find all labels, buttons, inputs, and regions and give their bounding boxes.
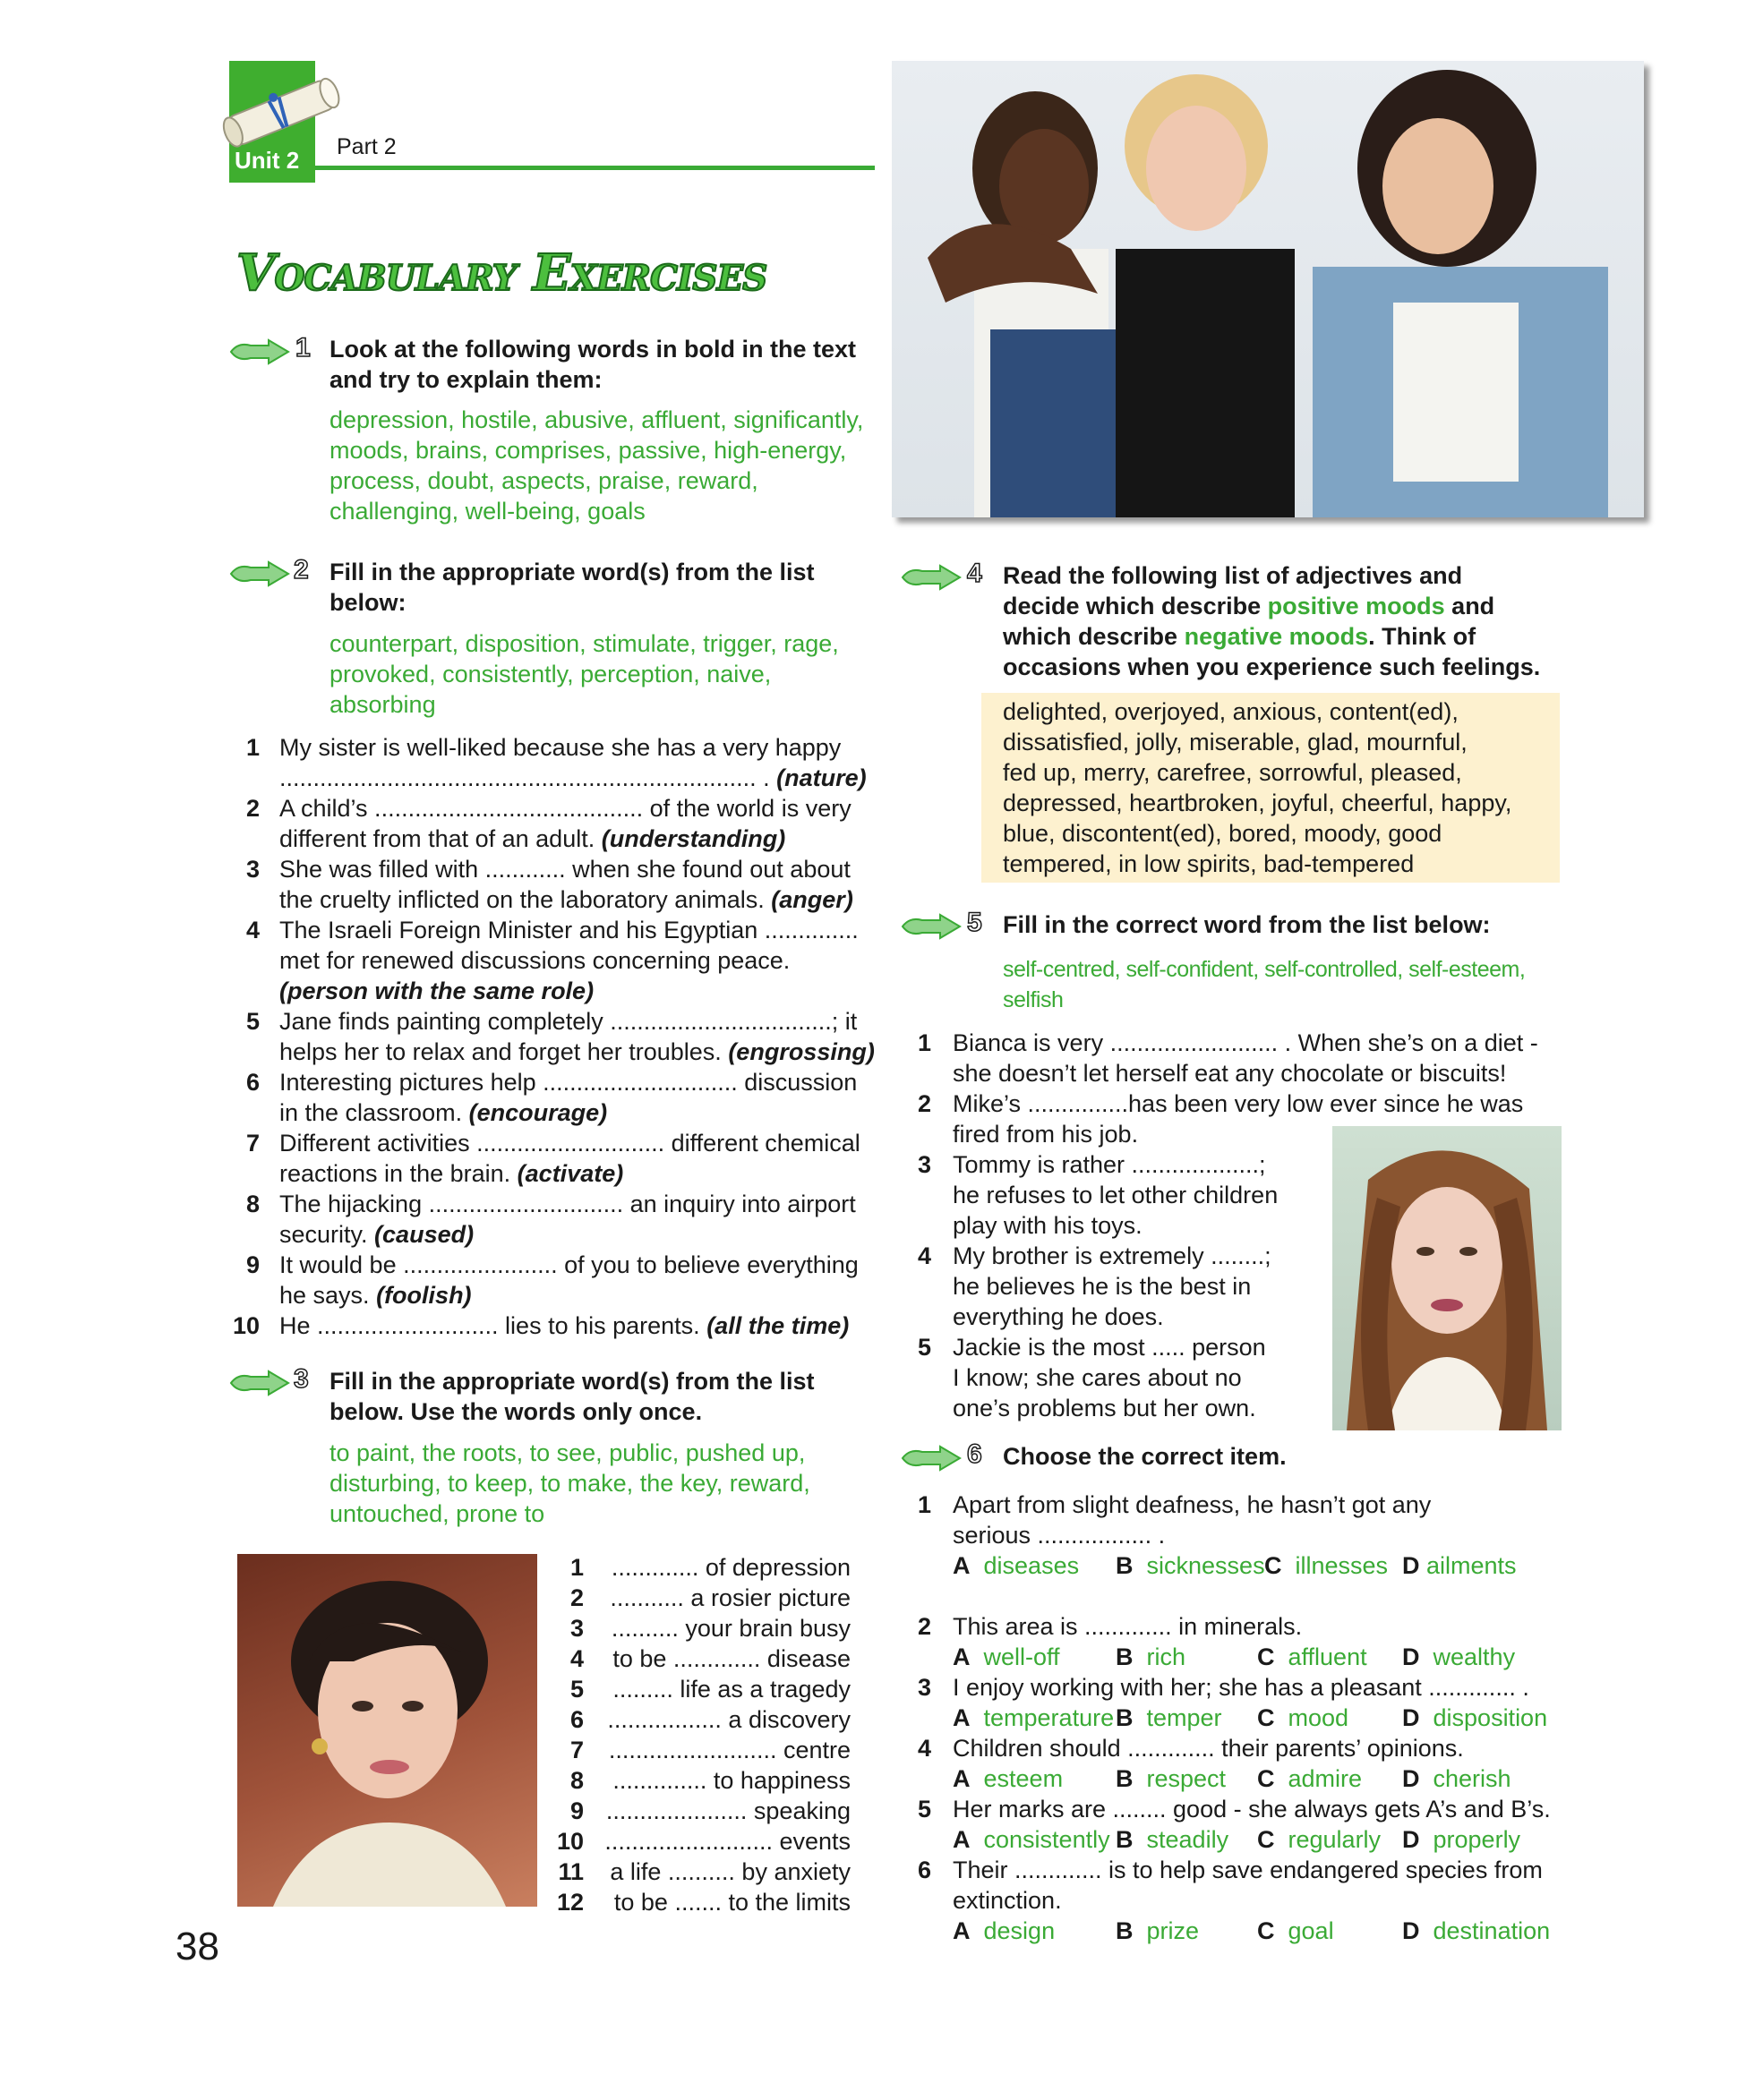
item-hint: (activate) (517, 1160, 624, 1187)
item-line: he refuses to let other children (953, 1182, 1279, 1208)
item-number: 5 (245, 1008, 260, 1035)
list-item (553, 1552, 851, 1583)
option-text: esteem (983, 1765, 1064, 1792)
item-number: 7 (569, 1737, 584, 1763)
item-line: This area is ............. in minerals. (953, 1613, 1303, 1640)
instruction-text: which describe (1003, 623, 1178, 650)
item-number: 1 (917, 1029, 931, 1056)
option-text: disposition (1433, 1704, 1548, 1731)
ex2-word-list (329, 628, 885, 720)
list-item (229, 732, 892, 793)
item-line: I know; she cares about no (953, 1364, 1242, 1391)
option-letter: D (1402, 1643, 1420, 1670)
item-number: 6 (569, 1706, 584, 1733)
question-item (901, 1794, 1581, 1855)
word-line: depression, hostile, abusive, affluent, significantly, (329, 406, 864, 433)
word-line: process, doubt, aspects, praise, reward, (329, 467, 758, 494)
item-number: 2 (569, 1584, 584, 1611)
option-text: temper (1146, 1704, 1222, 1731)
item-line: serious ................. . (953, 1522, 1166, 1549)
item-hint: (encourage) (468, 1099, 608, 1126)
item-line: My sister is well-liked because she has a very happy (279, 734, 842, 761)
exercise-arrow-icon (901, 564, 963, 591)
item-text: to be ....... to the limits (613, 1889, 851, 1916)
option-a[interactable] (953, 1763, 1063, 1794)
item-number: 4 (917, 1735, 931, 1762)
list-item (553, 1674, 851, 1704)
item-number: 3 (917, 1151, 931, 1178)
item-text: a life .......... by anxiety (610, 1858, 851, 1885)
ex3-word-list (329, 1438, 885, 1529)
item-text: in the classroom. (279, 1099, 463, 1126)
option-b[interactable] (1116, 1642, 1185, 1672)
ex2-number: 2 (294, 555, 309, 585)
option-letter: B (1116, 1765, 1134, 1792)
item-line (279, 1219, 892, 1250)
option-text: ailments (1426, 1552, 1517, 1579)
option-b[interactable] (1116, 1763, 1226, 1794)
ex6-number: 6 (967, 1439, 982, 1469)
option-c[interactable] (1257, 1824, 1381, 1855)
list-item (229, 1128, 892, 1189)
option-letter: A (953, 1826, 971, 1853)
item-text: to be ............. disease (612, 1645, 851, 1672)
item-line: Apart from slight deafness, he hasn’t got any (953, 1491, 1432, 1518)
list-item (553, 1857, 851, 1887)
ex4-instruction (1003, 560, 1558, 682)
option-a[interactable] (953, 1916, 1055, 1946)
option-letter: A (953, 1552, 971, 1579)
adjective-line: tempered, in low spirits, bad-tempered (1003, 850, 1415, 877)
item-line: Different activities ............................ different chemical (279, 1130, 860, 1157)
item-number: 9 (569, 1797, 584, 1824)
item-text: he says. (279, 1282, 370, 1309)
word-line: moods, brains, comprises, passive, high-energy, (329, 437, 847, 464)
ex1-number: 1 (295, 333, 311, 363)
option-b[interactable] (1116, 1916, 1199, 1946)
negative-moods-label: negative moods (1184, 623, 1369, 650)
list-item (553, 1887, 851, 1917)
option-a[interactable] (953, 1703, 1114, 1733)
list-item (553, 1643, 851, 1674)
option-text: steadily (1146, 1826, 1229, 1853)
item-line: Tommy is rather ...................; (953, 1151, 1266, 1178)
item-line: It would be ....................... of you to believe everything (279, 1251, 859, 1278)
word-line: to paint, the roots, to see, public, pushed up, (329, 1439, 806, 1466)
option-letter: C (1257, 1765, 1275, 1792)
option-text: affluent (1288, 1643, 1367, 1670)
item-number: 7 (245, 1130, 260, 1157)
option-a[interactable] (953, 1550, 1079, 1581)
item-number: 1 (917, 1491, 931, 1518)
option-text: diseases (983, 1552, 1080, 1579)
item-number: 3 (917, 1674, 931, 1701)
item-line (279, 1097, 892, 1128)
option-d[interactable] (1402, 1824, 1520, 1855)
header-rule (315, 166, 875, 170)
item-line: A child’s ........................................ of the world is very (279, 795, 852, 822)
positive-moods-label: positive moods (1267, 593, 1445, 619)
option-d[interactable] (1402, 1703, 1547, 1733)
item-line: Mike’s ...............has been very low ever since he was (953, 1090, 1524, 1117)
option-letter: A (953, 1917, 971, 1944)
option-text: consistently (983, 1826, 1110, 1853)
item-number: 5 (917, 1796, 931, 1823)
adjectives-box (981, 693, 1560, 883)
option-text: illnesses (1295, 1552, 1389, 1579)
option-d[interactable] (1402, 1763, 1511, 1794)
question-item (901, 1611, 1581, 1672)
word-line: challenging, well-being, goals (329, 498, 646, 525)
photo-long-hair-woman (1332, 1126, 1562, 1430)
option-letter: C (1257, 1826, 1275, 1853)
list-item (553, 1704, 851, 1735)
item-line (279, 824, 892, 854)
photo-short-hair-woman (237, 1554, 537, 1907)
item-text: ......... life as a tragedy (612, 1676, 851, 1703)
item-text: reactions in the brain. (279, 1160, 511, 1187)
option-text: goal (1288, 1917, 1334, 1944)
list-item (229, 793, 892, 854)
item-hint: (foolish) (376, 1282, 472, 1309)
option-text: respect (1146, 1765, 1227, 1792)
word-line: selfish (1003, 987, 1064, 1012)
option-text: sicknesses (1146, 1552, 1265, 1579)
list-item (553, 1796, 851, 1826)
item-text: the cruelty inflicted on the laboratory animals. (279, 886, 765, 913)
option-text: mood (1288, 1704, 1349, 1731)
item-line: she doesn’t let herself eat any chocolate or biscuits! (953, 1060, 1507, 1087)
item-line: one’s problems but her own. (953, 1395, 1256, 1421)
item-line (279, 1037, 892, 1067)
question-item (901, 1672, 1581, 1733)
list-item (553, 1613, 851, 1643)
word-line: counterpart, disposition, stimulate, trigger, rage, (329, 630, 839, 657)
item-text: ..................... speaking (605, 1797, 851, 1824)
list-item (229, 1310, 892, 1341)
option-a[interactable] (953, 1642, 1060, 1672)
item-number: 6 (245, 1069, 260, 1096)
item-hint: (all the time) (706, 1312, 850, 1339)
item-number: 8 (569, 1767, 584, 1794)
option-text: well-off (983, 1643, 1060, 1670)
option-letter: D (1402, 1552, 1420, 1579)
item-line: play with his toys. (953, 1212, 1143, 1239)
ex5-instruction: Fill in the correct word from the list below: (1003, 911, 1491, 938)
list-item (553, 1583, 851, 1613)
option-c[interactable] (1257, 1703, 1348, 1733)
ex2-items (229, 732, 892, 1341)
item-number: 1 (245, 734, 260, 761)
option-d[interactable] (1402, 1642, 1515, 1672)
item-text: security. (279, 1221, 368, 1248)
word-line: absorbing (329, 691, 436, 718)
item-line: everything he does. (953, 1303, 1164, 1330)
list-item (901, 1028, 1563, 1088)
item-line: extinction. (953, 1887, 1062, 1914)
item-line: fired from his job. (953, 1121, 1139, 1148)
instruction-text: . Think of (1368, 623, 1476, 650)
item-line: Jane finds painting completely .................................; it (279, 1008, 858, 1035)
item-number: 5 (569, 1676, 584, 1703)
option-letter: D (1402, 1917, 1420, 1944)
item-number: 10 (556, 1828, 584, 1855)
item-hint: (person with the same role) (279, 977, 595, 1004)
item-text: He ........................... lies to his parents. (279, 1312, 700, 1339)
ex3-number: 3 (294, 1364, 309, 1394)
item-line (279, 1310, 892, 1341)
item-number: 6 (917, 1857, 931, 1883)
word-line: provoked, consistently, perception, naive, (329, 661, 772, 687)
option-d[interactable] (1402, 1550, 1517, 1581)
item-hint: (engrossing) (728, 1038, 875, 1065)
photo-three-women (892, 61, 1644, 517)
item-number: 3 (245, 856, 260, 883)
option-text: wealthy (1433, 1643, 1516, 1670)
list-item (553, 1765, 851, 1796)
exercise-arrow-icon (901, 1445, 963, 1472)
word-line: disturbing, to keep, to make, the key, reward, (329, 1470, 810, 1497)
list-item (229, 1189, 892, 1250)
option-text: properly (1433, 1826, 1521, 1853)
option-b[interactable] (1116, 1550, 1265, 1581)
list-item (229, 1006, 892, 1067)
item-text: helps her to relax and forget her troubles. (279, 1038, 722, 1065)
item-number: 2 (917, 1090, 931, 1117)
option-text: temperature (983, 1704, 1115, 1731)
item-text: different from that of an adult. (279, 825, 595, 852)
option-c[interactable] (1264, 1550, 1388, 1581)
item-line: Interesting pictures help ............................. discussion (279, 1069, 858, 1096)
item-text: ......................... centre (608, 1737, 851, 1763)
ex6-instruction: Choose the correct item. (1003, 1443, 1287, 1470)
item-line: met for renewed discussions concerning peace. (279, 947, 791, 974)
option-letter: B (1116, 1826, 1134, 1853)
item-number: 3 (569, 1615, 584, 1642)
option-letter: C (1257, 1704, 1275, 1731)
option-letter: A (953, 1765, 971, 1792)
item-number: 11 (558, 1858, 584, 1885)
adjective-line: blue, discontent(ed), bored, moody, good (1003, 820, 1442, 847)
option-text: admire (1288, 1765, 1363, 1792)
option-letter: B (1116, 1552, 1134, 1579)
option-letter: C (1257, 1643, 1275, 1670)
word-line: untouched, prone to (329, 1500, 545, 1527)
option-letter: C (1264, 1552, 1282, 1579)
list-item (229, 1250, 892, 1310)
item-text: .......... your brain busy (611, 1615, 851, 1642)
item-line: he believes he is the best in (953, 1273, 1252, 1300)
option-letter: D (1402, 1704, 1420, 1731)
item-text: .............. to happiness (612, 1767, 851, 1794)
item-number: 2 (917, 1613, 931, 1640)
page-title: Vocabulary Exercises (236, 243, 767, 303)
item-hint: (anger) (771, 886, 853, 913)
item-line (279, 763, 892, 793)
option-text: destination (1433, 1917, 1551, 1944)
instruction-line: occasions when you experience such feelings. (1003, 653, 1541, 680)
item-blank: ....................................................................... . (279, 764, 770, 791)
item-number: 4 (917, 1242, 931, 1269)
item-line: Jackie is the most ..... person (953, 1334, 1266, 1361)
item-line: Her marks are ........ good - she always gets A’s and B’s. (953, 1796, 1551, 1823)
option-text: regularly (1288, 1826, 1382, 1853)
ex2-instruction: Fill in the appropriate word(s) from the list below: (329, 559, 815, 616)
ex6-items (901, 1490, 1581, 1946)
exercise-arrow-icon (229, 1370, 292, 1396)
ex3-instruction: Fill in the appropriate word(s) from the list below. Use the words only once. (329, 1368, 815, 1425)
adjective-line: delighted, overjoyed, anxious, content(ed), (1003, 698, 1459, 725)
item-line: Bianca is very ......................... . When she’s on a diet - (953, 1029, 1538, 1056)
adjective-line: depressed, heartbroken, joyful, cheerful, happy, (1003, 790, 1512, 816)
item-line (279, 1280, 892, 1310)
item-line (279, 884, 892, 915)
item-number: 5 (917, 1334, 931, 1361)
item-line: My brother is extremely ........; (953, 1242, 1271, 1269)
ex5-word-list (1003, 954, 1576, 1015)
exercise-arrow-icon (229, 560, 292, 587)
item-line: I enjoy working with her; she has a pleasant ............. . (953, 1674, 1529, 1701)
option-text: rich (1146, 1643, 1186, 1670)
exercise-arrow-icon (901, 913, 963, 940)
item-hint: (nature) (776, 764, 867, 791)
list-item (229, 854, 892, 915)
adjective-line: fed up, merry, carefree, sorrowful, pleased, (1003, 759, 1462, 786)
ex1-word-list (329, 405, 885, 526)
option-c[interactable] (1257, 1916, 1334, 1946)
list-item (553, 1826, 851, 1857)
item-line (279, 1158, 892, 1189)
instruction-text: and (1451, 593, 1495, 619)
instruction-line: Read the following list of adjectives and (1003, 562, 1463, 589)
option-letter: D (1402, 1826, 1420, 1853)
ex4-number: 4 (967, 559, 982, 588)
item-text: ........... a rosier picture (610, 1584, 851, 1611)
question-item (901, 1733, 1581, 1794)
option-text: design (983, 1917, 1056, 1944)
question-item (901, 1490, 1581, 1611)
item-number: 9 (245, 1251, 260, 1278)
option-a[interactable] (953, 1824, 1110, 1855)
part-label: Part 2 (337, 134, 397, 159)
instruction-line (1003, 621, 1558, 652)
item-line: She was filled with ............ when she found out about (279, 856, 851, 883)
option-c[interactable] (1257, 1642, 1367, 1672)
item-number: 8 (245, 1191, 260, 1217)
item-line: The Israeli Foreign Minister and his Egyptian .............. (279, 917, 859, 943)
item-text: ......................... events (604, 1828, 851, 1855)
adjective-line: dissatisfied, jolly, miserable, glad, mournful, (1003, 729, 1468, 755)
option-c[interactable] (1257, 1763, 1362, 1794)
list-item (553, 1735, 851, 1765)
option-letter: B (1116, 1917, 1134, 1944)
unit-label: Unit 2 (235, 147, 300, 174)
option-text: prize (1146, 1917, 1200, 1944)
item-hint: (understanding) (601, 825, 786, 852)
option-letter: C (1257, 1917, 1275, 1944)
option-b[interactable] (1116, 1703, 1222, 1733)
item-number: 10 (232, 1312, 260, 1339)
item-number: 4 (245, 917, 260, 943)
item-line: The hijacking ............................. an inquiry into airport (279, 1191, 856, 1217)
option-letter: B (1116, 1704, 1134, 1731)
question-item (901, 1855, 1581, 1946)
item-line: Children should ............. their parents’ opinions. (953, 1735, 1464, 1762)
list-item (229, 915, 892, 1006)
option-text: cherish (1433, 1765, 1511, 1792)
item-line (279, 976, 892, 1006)
item-line: Their ............. is to help save endangered species from (953, 1857, 1543, 1883)
option-d[interactable] (1402, 1916, 1550, 1946)
instruction-text: decide which describe (1003, 593, 1262, 619)
item-number: 2 (245, 795, 260, 822)
list-item (229, 1067, 892, 1128)
option-letter: A (953, 1704, 971, 1731)
item-number: 12 (556, 1889, 584, 1916)
page-number: 38 (175, 1925, 219, 1968)
item-number: 4 (569, 1645, 584, 1672)
word-line: self-centred, self-confident, self-controlled, self-esteem, (1003, 957, 1526, 982)
option-letter: A (953, 1643, 971, 1670)
item-number: 1 (569, 1554, 584, 1581)
instruction-line (1003, 591, 1558, 621)
option-b[interactable] (1116, 1824, 1228, 1855)
item-text: ............. of depression (611, 1554, 851, 1581)
option-letter: B (1116, 1643, 1134, 1670)
option-letter: D (1402, 1765, 1420, 1792)
ex5-number: 5 (967, 908, 982, 937)
item-hint: (caused) (374, 1221, 475, 1248)
ex1-instruction: Look at the following words in bold in the text and try to explain them: (329, 336, 856, 393)
item-text: ................. a discovery (607, 1706, 851, 1733)
exercise-arrow-icon (229, 338, 292, 365)
